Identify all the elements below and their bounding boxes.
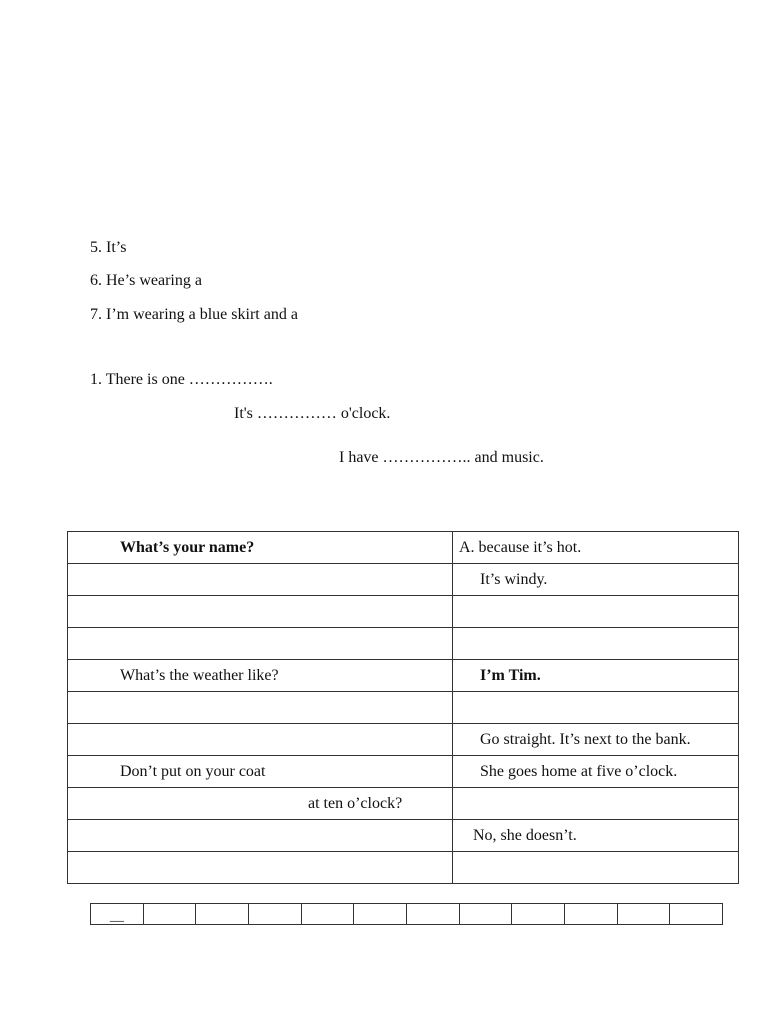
- table-row: [68, 756, 739, 788]
- answer-cell: [453, 788, 739, 820]
- answer-box[interactable]: [617, 904, 670, 925]
- table-row: [68, 532, 739, 564]
- answer-text: Go straight. It’s next to the bank.: [480, 730, 691, 748]
- question-text: Don’t put on your coat: [120, 762, 266, 780]
- answer-cell: [453, 756, 739, 788]
- answer-cell: [453, 660, 739, 692]
- question-text: at ten o’clock?: [308, 794, 403, 812]
- answer-cell: [453, 692, 739, 724]
- answer-box[interactable]: [459, 904, 512, 925]
- answer-cell: [453, 532, 739, 564]
- question-cell: [68, 660, 453, 692]
- answer-row: [91, 904, 723, 925]
- table-row: [68, 596, 739, 628]
- answer-box[interactable]: [354, 904, 407, 925]
- answer-cell: [453, 724, 739, 756]
- answer-text: It’s windy.: [480, 570, 548, 588]
- answer-box[interactable]: [512, 904, 565, 925]
- question-cell: [68, 564, 453, 596]
- question-text: What’s the weather like?: [120, 666, 279, 684]
- table-row: [68, 692, 739, 724]
- question-cell: [68, 628, 453, 660]
- answer-box[interactable]: [564, 904, 617, 925]
- answer-cell: [453, 564, 739, 596]
- fill-line-clock: It's …………… o'clock.: [234, 405, 391, 422]
- exercise-line-6: 6. He’s wearing a: [90, 272, 202, 289]
- fill-line-subjects: I have …………….. and music.: [339, 449, 544, 466]
- table-row: [68, 660, 739, 692]
- answer-text: A. because it’s hot.: [459, 538, 582, 556]
- question-cell: [68, 852, 453, 884]
- answer-box[interactable]: [406, 904, 459, 925]
- table-row: [68, 564, 739, 596]
- exercise-line-5: 5. It’s: [90, 239, 127, 256]
- answer-text: I’m Tim.: [480, 666, 541, 684]
- question-text: What’s your name?: [120, 538, 255, 556]
- answer-box[interactable]: [143, 904, 196, 925]
- matching-table-body: [68, 532, 739, 884]
- question-cell: [68, 724, 453, 756]
- answer-text: She goes home at five o’clock.: [480, 762, 678, 780]
- answer-box[interactable]: [670, 904, 723, 925]
- table-row: [68, 852, 739, 884]
- answer-box[interactable]: [248, 904, 301, 925]
- answer-cell: [453, 628, 739, 660]
- answer-box[interactable]: [196, 904, 249, 925]
- question-cell: [68, 788, 453, 820]
- answer-box[interactable]: [301, 904, 354, 925]
- table-row: [68, 628, 739, 660]
- answer-box[interactable]: __: [91, 904, 144, 925]
- answer-cell: [453, 852, 739, 884]
- table-row: [68, 724, 739, 756]
- question-cell: [68, 692, 453, 724]
- question-cell: [68, 756, 453, 788]
- question-cell: [68, 532, 453, 564]
- exercise-line-7: 7. I’m wearing a blue skirt and a: [90, 306, 298, 323]
- answer-grid: [90, 903, 723, 925]
- question-cell: [68, 596, 453, 628]
- answer-cell: [453, 596, 739, 628]
- answer-cell: [453, 820, 739, 852]
- matching-table: [67, 531, 739, 884]
- question-cell: [68, 820, 453, 852]
- fill-line-1: 1. There is one …………….: [90, 371, 273, 388]
- answer-text: No, she doesn’t.: [473, 826, 577, 844]
- table-row: [68, 820, 739, 852]
- table-row: [68, 788, 739, 820]
